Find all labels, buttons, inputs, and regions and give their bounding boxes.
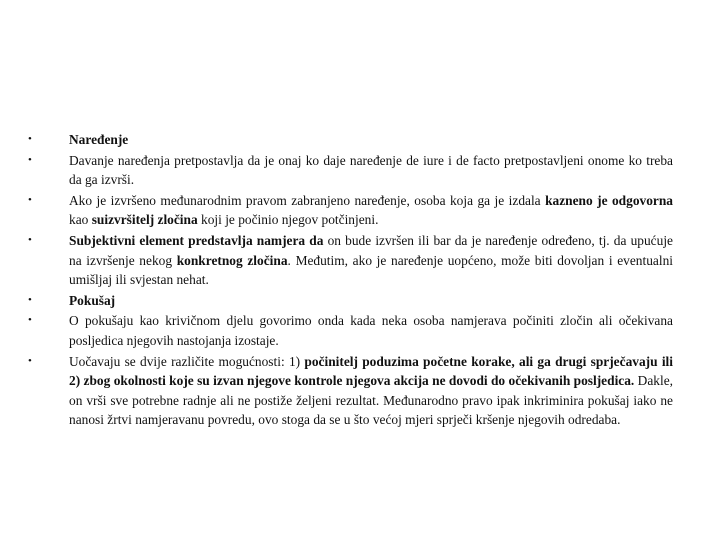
bold-text: Pokušaj [69,292,116,308]
text: . Međutim, ako je naređenje uopćeno, može biti dovoljan i eventualni umišljaj ili svjestan nehat. [69,252,673,288]
bold-text: kazneno je odgovorna [545,192,673,208]
bold-text: Naređenje [69,132,129,147]
bullet-icon: • [28,314,32,327]
bullet-icon: • [28,193,32,206]
list-item [28,291,673,311]
text: kao [69,212,92,228]
text: Uočavaju se dvije različite mogućnosti: 1) [69,353,305,369]
bullet-list [28,130,673,431]
bullet-icon: • [28,153,32,166]
list-item [28,130,673,150]
bullet-icon: • [28,133,32,145]
bullet-icon: • [28,354,32,367]
list-item [28,151,673,190]
bullet-icon: • [28,293,32,306]
text: Davanje naređenja pretpostavlja da je onaj ko daje naređenje de iure i de facto pretpostavljeni onome ko treba da ga izvrši. [69,152,673,188]
list-item [28,311,673,350]
text: Dakle, on vrši sve potrebne radnje ali ne postiže željeni rezultat. Međunarodno pravo ipak inkriminira pokušaj iako ne nanosi žrtvi namjeravanu povredu, ovo stoga da se u što većoj mjeri sprječi kršenje njegovih odredaba. [69,373,673,428]
text: O pokušaju kao krivičnom djelu govorimo onda kada neka osoba namjerava počiniti zločin ali očekivana posljedica njegovih nastojanja izostaje. [69,313,673,348]
list-item [28,231,673,290]
bold-text: Subjektivni element predstavlja namjera da [69,232,324,248]
text: Ako je izvršeno međunarodnim pravom zabranjeno naređenje, osoba koja ga je izdala [69,192,546,208]
list-item [28,191,673,230]
list-item [28,352,673,430]
bold-text: suizvršitelj zločina [91,212,198,228]
bold-text: počinitelj poduzima početne korake, ali ga drugi sprječavaju ili 2) zbog okolnosti koje su izvan njegove kontrole njegova akcija ne dovodi do očekivanih posljedica. [69,353,673,389]
bullet-icon: • [28,233,32,246]
text: koji je počinio njegov potčinjeni. [197,212,379,228]
text: on bude izvršen ili bar da je naređenje određeno, tj. da upućuje na izvršenje nekog [69,232,673,268]
bold-text: konkretnog zločina [176,252,288,268]
